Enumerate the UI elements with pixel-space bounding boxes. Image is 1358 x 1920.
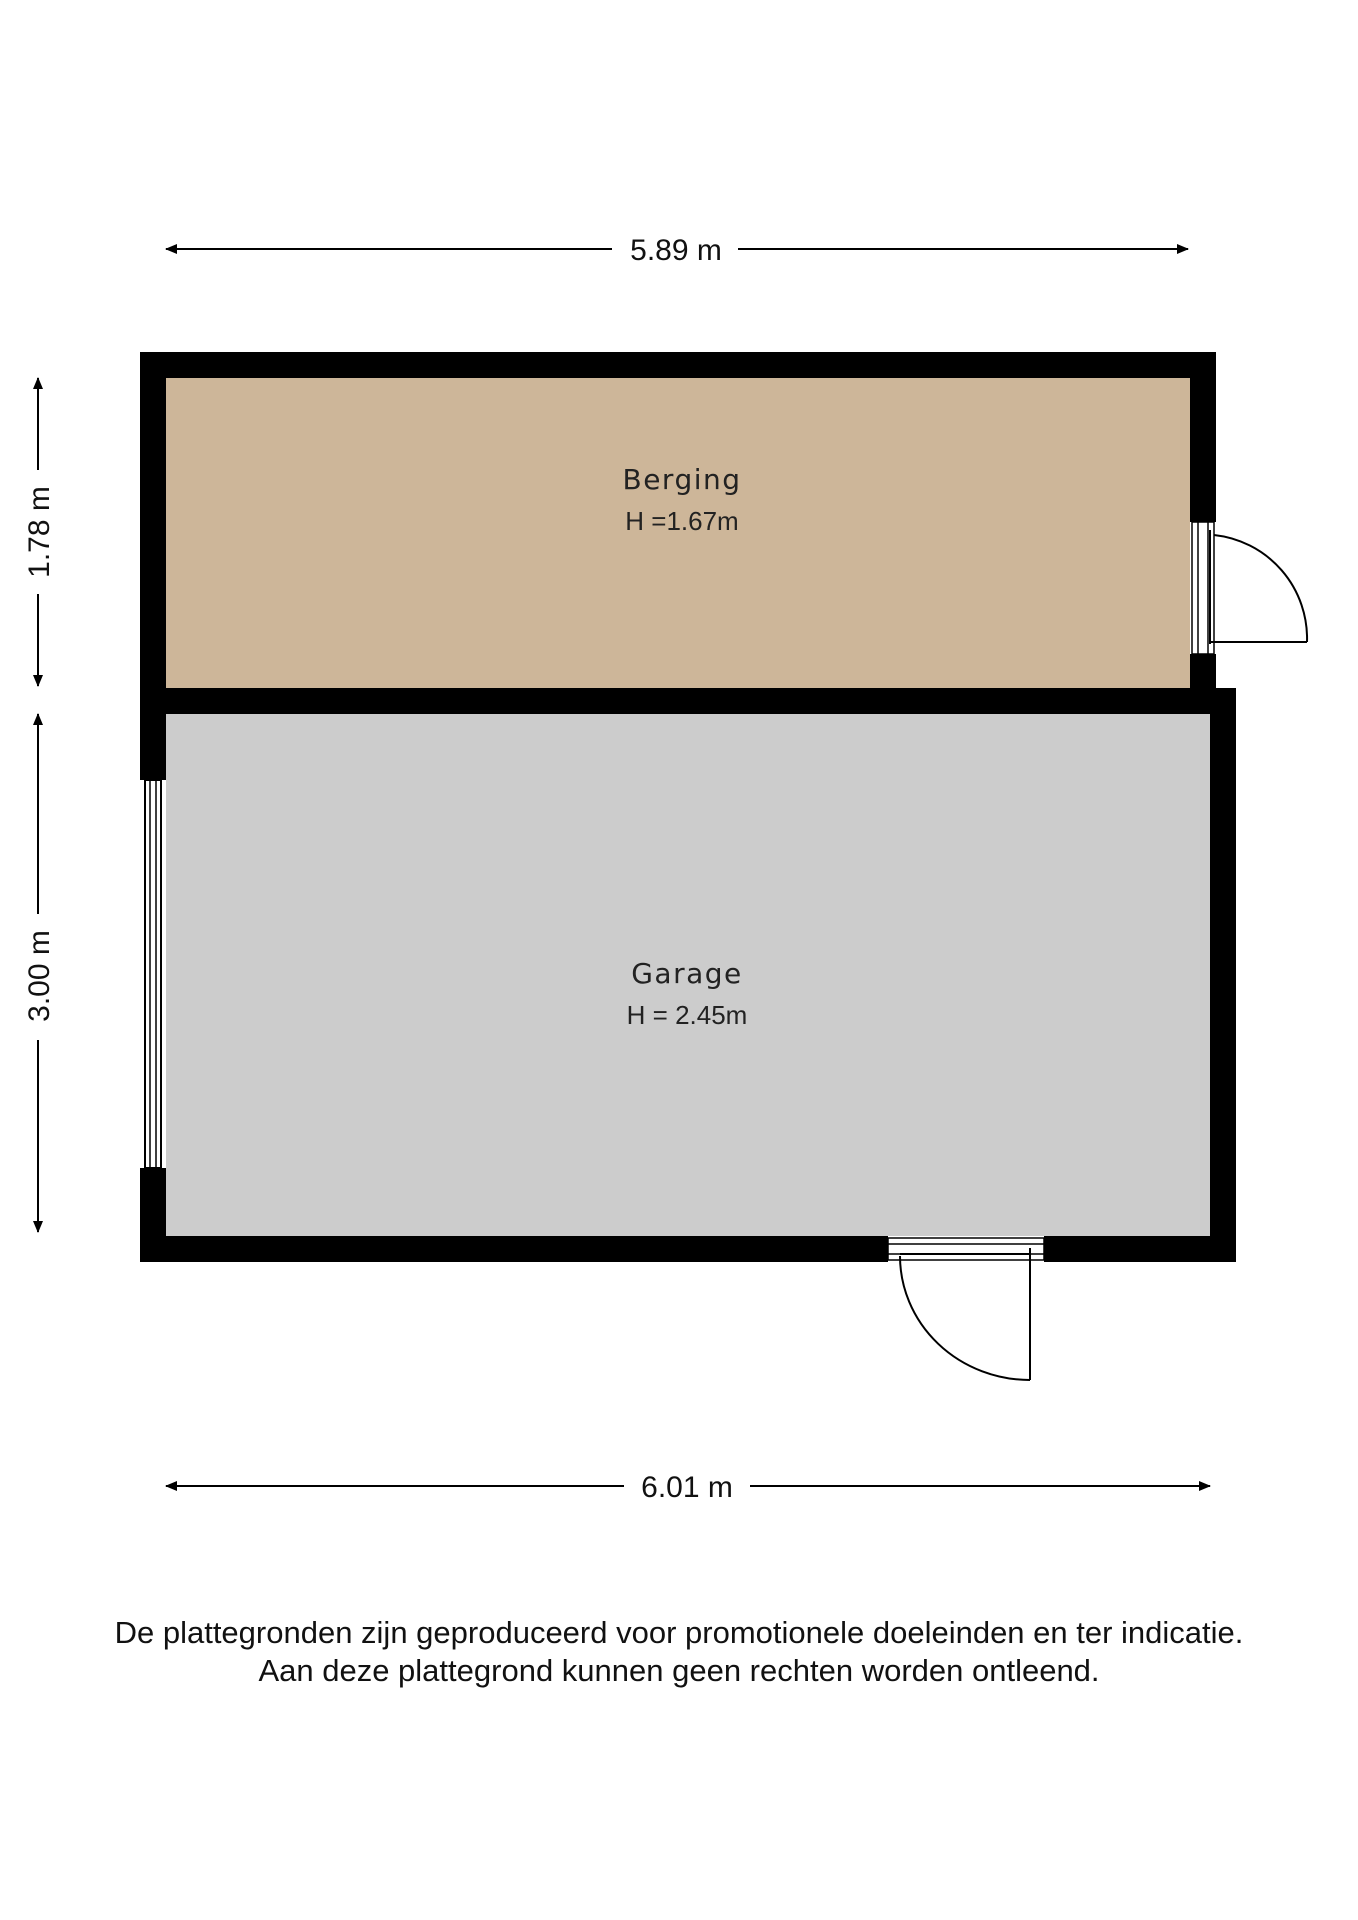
wall-left-upper [140, 352, 166, 780]
wall-right-berging-upper [1190, 352, 1216, 522]
wall-bottom-left [140, 1236, 888, 1262]
wall-top [140, 352, 1216, 378]
wall-right-berging-lower [1190, 654, 1216, 688]
room-height-berging: H =1.67m [625, 506, 739, 536]
wall-middle [140, 688, 1236, 714]
dimension-berging-depth [23, 378, 56, 686]
dimension-label-bottom: 6.01 m [641, 1471, 733, 1504]
dimension-top-width [166, 234, 1188, 267]
wall-bottom-right [1044, 1236, 1236, 1262]
room-label-berging: Berging [622, 463, 742, 496]
window-garage-left [145, 780, 161, 1168]
window-frame [145, 780, 161, 1168]
door-berging [1192, 522, 1307, 654]
dimension-label-berging: 1.78 m [23, 486, 56, 578]
room-label-garage: Garage [631, 957, 743, 990]
dimension-label-garage: 3.00 m [23, 930, 56, 1022]
door-swing-arc [900, 1256, 1030, 1380]
door-swing-arc [1214, 535, 1307, 642]
disclaimer-line-1: De plattegronden zijn geproduceerd voor promotionele doeleinden en ter indicatie. [114, 1615, 1244, 1650]
dimension-label-top: 5.89 m [630, 234, 722, 267]
door-garage [888, 1238, 1044, 1380]
disclaimer-line-2: Aan deze plattegrond kunnen geen rechten worden ontleend. [258, 1653, 1100, 1688]
wall-right-garage [1210, 688, 1236, 1262]
room-height-garage: H = 2.45m [626, 1000, 748, 1030]
dimension-garage-depth [23, 714, 56, 1232]
door-opening [888, 1238, 1044, 1260]
dimension-bottom-width [166, 1471, 1210, 1504]
